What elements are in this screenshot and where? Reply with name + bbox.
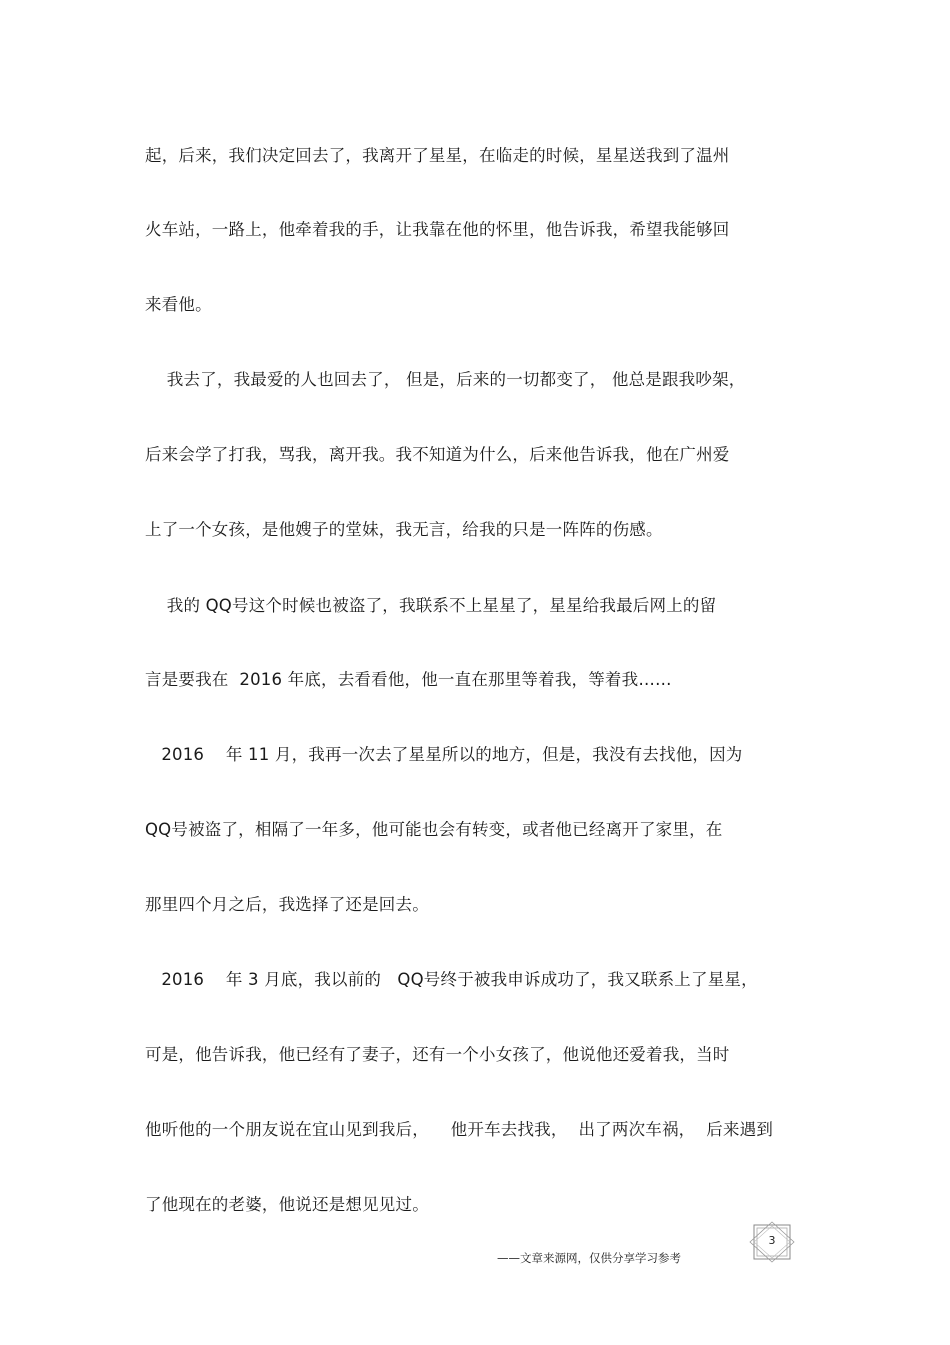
page-number-badge — [748, 1221, 796, 1263]
body-line-4: 我去了，我最爱的人也回去了， 但是，后来的一切都变了， 他总是跟我吵架， — [145, 370, 746, 389]
body-line-1: 起，后来，我们决定回去了，我离开了星星，在临走的时候，星星送我到了温州 — [145, 146, 730, 165]
body-line-11: 那里四个月之后，我选择了还是回去。 — [145, 895, 429, 914]
body-line-15: 了他现在的老婆，他说还是想见见过。 — [145, 1195, 429, 1214]
body-line-10: QQ号被盗了，相隔了一年多，他可能也会有转变，或者他已经离开了家里，在 — [145, 820, 723, 839]
body-line-2: 火车站，一路上，他牵着我的手，让我靠在他的怀里，他告诉我，希望我能够回 — [145, 220, 730, 239]
body-line-14: 他听他的一个朋友说在宜山见到我后， 他开车去找我， 出了两次车祸， 后来遇到 — [145, 1120, 774, 1139]
page-number: 3 — [768, 1234, 776, 1247]
body-line-7: 我的 QQ号这个时候也被盗了，我联系不上星星了，星星给我最后网上的留 — [145, 596, 717, 615]
body-line-6: 上了一个女孩，是他嫂子的堂妹，我无言，给我的只是一阵阵的伤感。 — [145, 520, 663, 539]
body-line-5: 后来会学了打我，骂我，离开我。我不知道为什么，后来他告诉我，他在广州爱 — [145, 445, 730, 464]
body-line-12: 2016 年 3 月底，我以前的 QQ号终于被我申诉成功了，我又联系上了星星， — [145, 970, 758, 989]
body-line-13: 可是，他告诉我，他已经有了妻子，还有一个小女孩了，他说他还爱着我，当时 — [145, 1045, 730, 1064]
body-line-3: 来看他。 — [145, 295, 212, 314]
source-note: ——文章来源网，仅供分享学习参考 — [497, 1251, 681, 1265]
body-line-9: 2016 年 11 月，我再一次去了星星所以的地方，但是，我没有去找他，因为 — [145, 745, 743, 764]
body-line-8: 言是要我在 2016 年底，去看看他，他一直在那里等着我，等着我…… — [145, 670, 672, 689]
